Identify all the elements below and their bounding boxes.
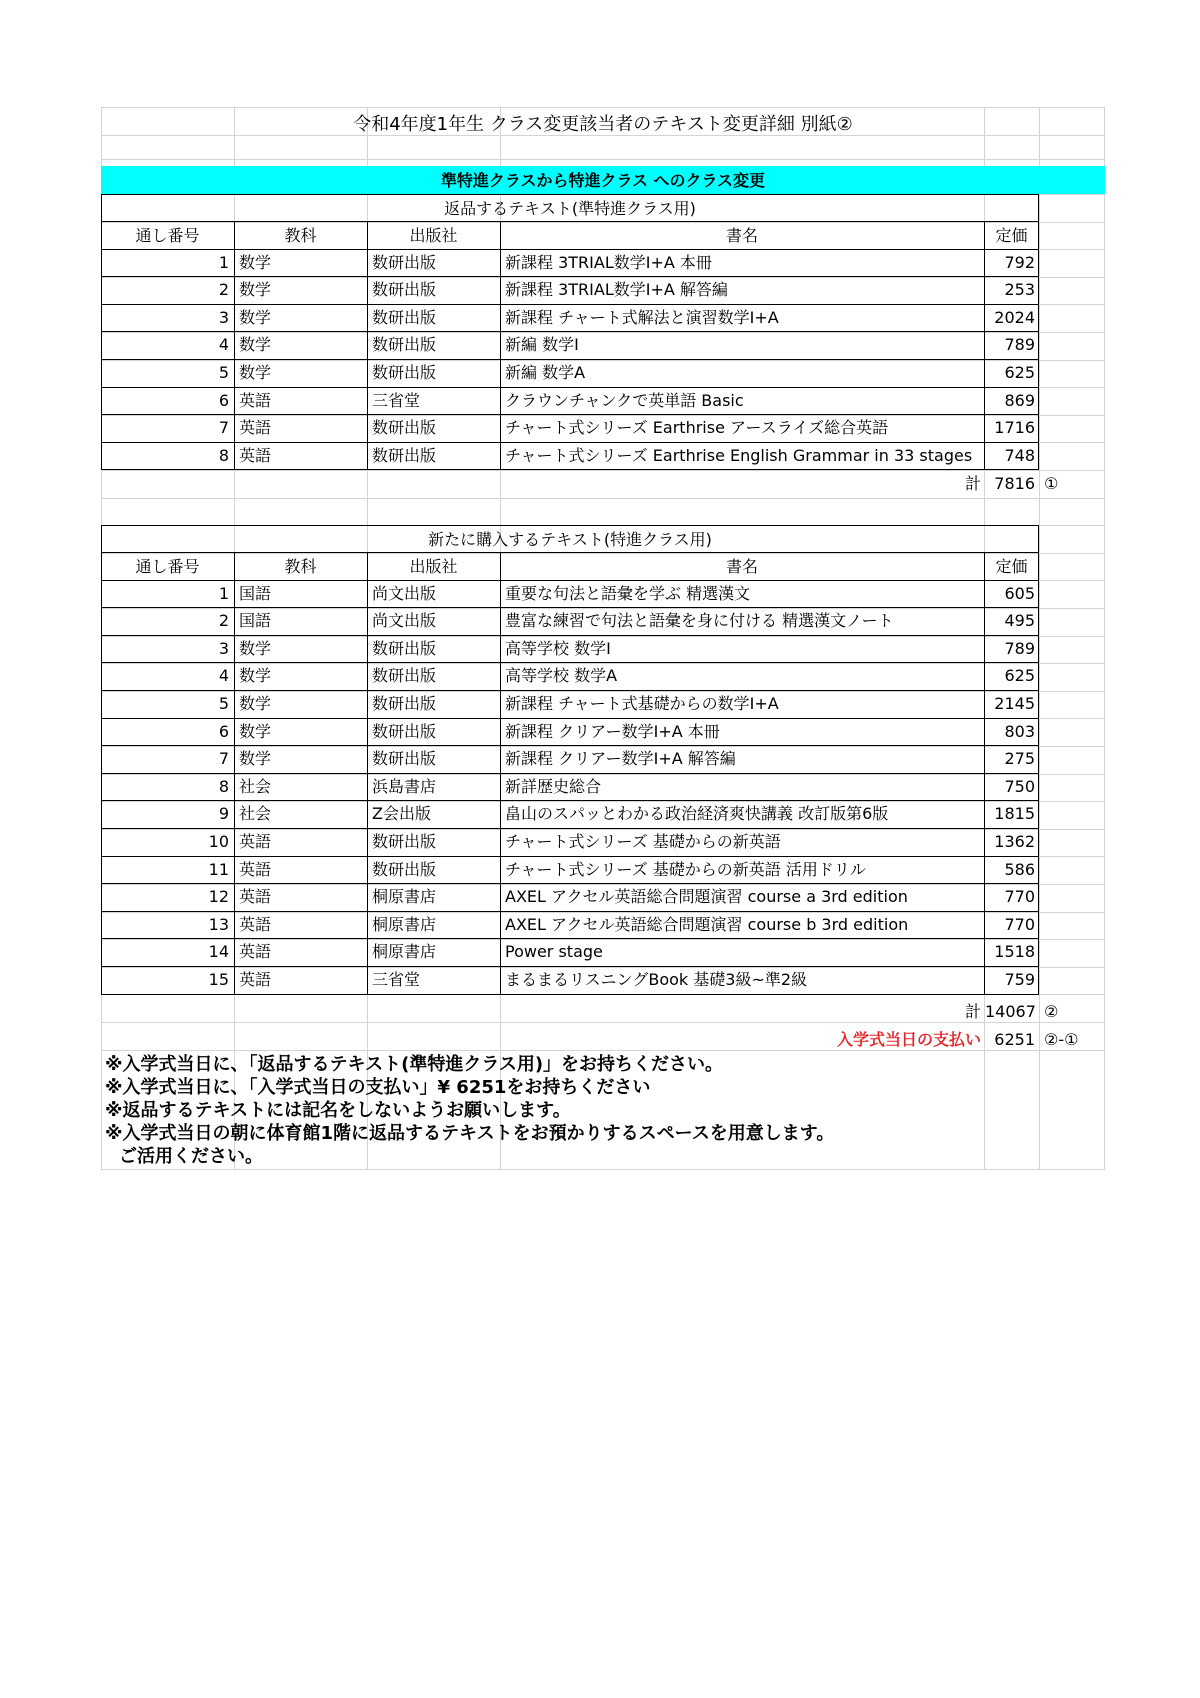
new-border bbox=[101, 635, 1039, 636]
returned-border bbox=[101, 387, 1039, 388]
note-4: ※入学式当日の朝に体育館1階に返品するテキストをお預かりするスペースを用意します。 bbox=[105, 1123, 835, 1144]
returned-col-header: 教科 bbox=[284, 226, 317, 245]
returned-border bbox=[101, 221, 1039, 222]
cell-publisher: 三省堂 bbox=[372, 970, 421, 989]
cell-price: 625 bbox=[1004, 666, 1035, 685]
cell-no: 8 bbox=[218, 446, 229, 465]
cell-publisher: 数研出版 bbox=[372, 666, 437, 685]
grid-col-line bbox=[1104, 107, 1105, 1170]
cell-no: 5 bbox=[218, 694, 229, 713]
cell-title: 新課程 クリアー数学Ⅰ+A 解答編 bbox=[505, 749, 736, 768]
returned-border bbox=[101, 331, 1039, 332]
cell-subject: 英語 bbox=[239, 446, 272, 465]
cell-title: 高等学校 数学A bbox=[505, 666, 618, 685]
cell-no: 12 bbox=[208, 887, 229, 906]
new-border bbox=[101, 938, 1039, 939]
cell-subject: 英語 bbox=[239, 942, 272, 961]
returned-total-label: 計 bbox=[964, 474, 981, 493]
grid-row-line bbox=[101, 470, 1105, 471]
cell-no: 1 bbox=[218, 584, 229, 603]
grid-row-line bbox=[101, 691, 1105, 692]
cell-subject: 国語 bbox=[239, 584, 272, 603]
returned-total-mark: ① bbox=[1044, 474, 1059, 493]
cell-publisher: 桐原書店 bbox=[372, 942, 437, 961]
cell-publisher: Z会出版 bbox=[372, 804, 431, 823]
grid-row-line bbox=[101, 967, 1105, 968]
cell-price: 750 bbox=[1004, 777, 1035, 796]
cell-publisher: 尚文出版 bbox=[372, 611, 437, 630]
cell-no: 5 bbox=[218, 363, 229, 382]
payment-amount: 6251 bbox=[994, 1030, 1035, 1049]
cell-subject: 数学 bbox=[239, 749, 272, 768]
grid-row-line bbox=[101, 360, 1105, 361]
cell-title: Power stage bbox=[505, 942, 603, 961]
cell-subject: 数学 bbox=[239, 666, 272, 685]
cell-price: 605 bbox=[1004, 584, 1035, 603]
cell-subject: 数学 bbox=[239, 308, 272, 327]
new-border bbox=[101, 690, 1039, 691]
cell-no: 9 bbox=[218, 804, 229, 823]
new-border bbox=[500, 552, 501, 994]
returned-border bbox=[101, 304, 1039, 305]
returned-border bbox=[101, 276, 1039, 277]
note-1: ※入学式当日に、「返品するテキスト(準特進クラス用)」をお持ちください。 bbox=[105, 1054, 724, 1075]
cell-price: 586 bbox=[1004, 860, 1035, 879]
returned-border bbox=[101, 469, 1039, 470]
grid-row-line bbox=[101, 415, 1105, 416]
cell-title: チャート式シリーズ Earthrise アースライズ総合英語 bbox=[505, 418, 889, 437]
returned-border bbox=[367, 221, 368, 469]
cell-title: 新編 数学A bbox=[505, 363, 586, 382]
grid-row-line bbox=[101, 884, 1105, 885]
new-border bbox=[101, 607, 1039, 608]
cell-publisher: 数研出版 bbox=[372, 280, 437, 299]
note-2: ※入学式当日に、「入学式当日の支払い」¥ 6251をお持ちください bbox=[105, 1077, 651, 1098]
new-col-header: 書名 bbox=[725, 557, 758, 576]
new-total-mark: ② bbox=[1044, 1002, 1059, 1021]
new-col-header: 通し番号 bbox=[135, 557, 200, 576]
cell-price: 1518 bbox=[994, 942, 1035, 961]
cell-subject: 数学 bbox=[239, 722, 272, 741]
cell-title: 新編 数学Ⅰ bbox=[505, 335, 579, 354]
grid-row-line bbox=[101, 801, 1105, 802]
cell-title: まるまるリスニングBook 基礎3級~準2級 bbox=[505, 970, 808, 989]
grid-row-line bbox=[101, 1022, 1105, 1023]
cell-title: 新課程 3TRIAL数学Ⅰ+A 本冊 bbox=[505, 253, 712, 272]
cell-no: 11 bbox=[208, 860, 229, 879]
cell-no: 8 bbox=[218, 777, 229, 796]
cell-publisher: 数研出版 bbox=[372, 418, 437, 437]
cell-subject: 社会 bbox=[239, 777, 272, 796]
cell-title: 重要な句法と語彙を学ぶ 精選漢文 bbox=[505, 584, 751, 603]
note-5: ご活用ください。 bbox=[119, 1146, 263, 1167]
returned-heading: 返品するテキスト(準特進クラス用) bbox=[444, 199, 696, 218]
payment-formula: ②-① bbox=[1044, 1030, 1079, 1049]
cell-publisher: 数研出版 bbox=[372, 749, 437, 768]
cell-no: 2 bbox=[218, 280, 229, 299]
cell-price: 869 bbox=[1004, 391, 1035, 410]
cell-subject: 英語 bbox=[239, 970, 272, 989]
cell-publisher: 数研出版 bbox=[372, 253, 437, 272]
cell-price: 495 bbox=[1004, 611, 1035, 630]
grid-row-line bbox=[101, 774, 1105, 775]
cell-title: 新課程 チャート式基礎からの数学Ⅰ+A bbox=[505, 694, 779, 713]
grid-row-line bbox=[101, 608, 1105, 609]
cell-no: 14 bbox=[208, 942, 229, 961]
returned-total: 7816 bbox=[994, 474, 1035, 493]
cell-no: 2 bbox=[218, 611, 229, 630]
cell-publisher: 尚文出版 bbox=[372, 584, 437, 603]
cell-subject: 数学 bbox=[239, 694, 272, 713]
returned-border bbox=[101, 249, 1039, 250]
grid-row-line bbox=[101, 553, 1105, 554]
new-border bbox=[101, 966, 1039, 967]
new-border bbox=[101, 745, 1039, 746]
new-col-header: 定価 bbox=[995, 557, 1028, 576]
grid-row-line bbox=[101, 135, 1105, 136]
cell-publisher: 数研出版 bbox=[372, 860, 437, 879]
new-border bbox=[101, 525, 1039, 526]
grid-row-line bbox=[101, 829, 1105, 830]
cell-no: 6 bbox=[218, 391, 229, 410]
grid-row-line bbox=[101, 222, 1105, 223]
grid-row-line bbox=[101, 498, 1105, 499]
cell-no: 1 bbox=[218, 253, 229, 272]
new-border bbox=[234, 552, 235, 994]
cell-subject: 数学 bbox=[239, 335, 272, 354]
cell-price: 275 bbox=[1004, 749, 1035, 768]
grid-row-line bbox=[101, 107, 1105, 108]
spreadsheet-page bbox=[101, 107, 1105, 1170]
new-border bbox=[101, 580, 1039, 581]
new-heading: 新たに購入するテキスト(特進クラス用) bbox=[428, 530, 712, 549]
returned-col-header: 通し番号 bbox=[135, 226, 200, 245]
new-border bbox=[101, 828, 1039, 829]
grid-row-line bbox=[101, 1169, 1105, 1170]
cell-title: AXEL アクセル英語総合問題演習 course a 3rd edition bbox=[505, 887, 908, 906]
new-border bbox=[101, 800, 1039, 801]
cell-price: 792 bbox=[1004, 253, 1035, 272]
cell-title: AXEL アクセル英語総合問題演習 course b 3rd edition bbox=[505, 915, 909, 934]
cell-publisher: 数研出版 bbox=[372, 335, 437, 354]
cell-publisher: 数研出版 bbox=[372, 446, 437, 465]
cell-publisher: 数研出版 bbox=[372, 694, 437, 713]
cell-subject: 数学 bbox=[239, 253, 272, 272]
page-title: 令和4年度1年生 クラス変更該当者のテキスト変更詳細 別紙② bbox=[353, 114, 853, 135]
cell-publisher: 桐原書店 bbox=[372, 915, 437, 934]
payment-label: 入学式当日の支払い bbox=[836, 1030, 981, 1049]
grid-row-line bbox=[101, 663, 1105, 664]
new-total: 14067 bbox=[985, 1002, 1036, 1021]
new-total-label: 計 bbox=[964, 1002, 981, 1021]
cell-subject: 英語 bbox=[239, 832, 272, 851]
cell-no: 15 bbox=[208, 970, 229, 989]
cell-publisher: 数研出版 bbox=[372, 308, 437, 327]
cell-publisher: 数研出版 bbox=[372, 363, 437, 382]
new-border bbox=[101, 883, 1039, 884]
cell-price: 759 bbox=[1004, 970, 1035, 989]
returned-col-header: 出版社 bbox=[409, 226, 458, 245]
grid-row-line bbox=[101, 332, 1105, 333]
new-border bbox=[101, 662, 1039, 663]
new-border bbox=[101, 718, 1039, 719]
new-border bbox=[101, 856, 1039, 857]
cell-title: クラウンチャンクで英単語 Basic bbox=[505, 391, 744, 410]
cell-publisher: 浜島書店 bbox=[372, 777, 437, 796]
cell-price: 803 bbox=[1004, 722, 1035, 741]
cell-subject: 数学 bbox=[239, 280, 272, 299]
returned-col-header: 書名 bbox=[725, 226, 758, 245]
cell-subject: 英語 bbox=[239, 860, 272, 879]
grid-row-line bbox=[101, 912, 1105, 913]
cell-no: 3 bbox=[218, 639, 229, 658]
cell-title: チャート式シリーズ Earthrise English Grammar in 33 stages bbox=[505, 446, 973, 465]
cell-subject: 英語 bbox=[239, 887, 272, 906]
cell-price: 748 bbox=[1004, 446, 1035, 465]
cell-title: 新詳歴史総合 bbox=[505, 777, 602, 796]
cell-title: 新課程 チャート式解法と演習数学Ⅰ+A bbox=[505, 308, 779, 327]
cell-price: 770 bbox=[1004, 887, 1035, 906]
cell-title: 豊富な練習で句法と語彙を身に付ける 精選漢文ノート bbox=[505, 611, 894, 630]
returned-border bbox=[101, 359, 1039, 360]
cell-subject: 英語 bbox=[239, 915, 272, 934]
cell-title: 新課程 クリアー数学Ⅰ+A 本冊 bbox=[505, 722, 720, 741]
cell-no: 3 bbox=[218, 308, 229, 327]
new-border bbox=[101, 552, 1039, 553]
cell-no: 6 bbox=[218, 722, 229, 741]
cell-publisher: 数研出版 bbox=[372, 639, 437, 658]
returned-border bbox=[101, 442, 1039, 443]
returned-border bbox=[101, 414, 1039, 415]
cell-price: 1362 bbox=[994, 832, 1035, 851]
new-border bbox=[101, 911, 1039, 912]
cell-no: 10 bbox=[208, 832, 229, 851]
cell-price: 2145 bbox=[994, 694, 1035, 713]
returned-border bbox=[234, 221, 235, 469]
cell-price: 2024 bbox=[994, 308, 1035, 327]
cell-price: 770 bbox=[1004, 915, 1035, 934]
cell-subject: 数学 bbox=[239, 363, 272, 382]
grid-col-line bbox=[1039, 107, 1040, 1170]
cell-subject: 数学 bbox=[239, 639, 272, 658]
cell-no: 7 bbox=[218, 749, 229, 768]
returned-border bbox=[101, 194, 1039, 195]
cell-price: 789 bbox=[1004, 335, 1035, 354]
cell-publisher: 数研出版 bbox=[372, 832, 437, 851]
new-col-header: 教科 bbox=[284, 557, 317, 576]
new-border bbox=[101, 773, 1039, 774]
returned-col-header: 定価 bbox=[995, 226, 1028, 245]
cell-no: 7 bbox=[218, 418, 229, 437]
cell-subject: 社会 bbox=[239, 804, 272, 823]
cell-title: 新課程 3TRIAL数学Ⅰ+A 解答編 bbox=[505, 280, 728, 299]
new-border bbox=[1038, 525, 1039, 994]
grid-row-line bbox=[101, 1050, 1105, 1051]
cell-price: 253 bbox=[1004, 280, 1035, 299]
grid-row-line bbox=[101, 159, 1105, 160]
cell-publisher: 三省堂 bbox=[372, 391, 421, 410]
cell-price: 625 bbox=[1004, 363, 1035, 382]
cell-no: 13 bbox=[208, 915, 229, 934]
grid-row-line bbox=[101, 939, 1105, 940]
cell-subject: 英語 bbox=[239, 391, 272, 410]
cell-publisher: 桐原書店 bbox=[372, 887, 437, 906]
new-col-header: 出版社 bbox=[409, 557, 458, 576]
cell-no: 4 bbox=[218, 666, 229, 685]
grid-row-line bbox=[101, 277, 1105, 278]
cell-subject: 英語 bbox=[239, 418, 272, 437]
note-3: ※返品するテキストには記名をしないようお願いします。 bbox=[105, 1100, 571, 1121]
grid-row-line bbox=[101, 746, 1105, 747]
cell-publisher: 数研出版 bbox=[372, 722, 437, 741]
cell-title: チャート式シリーズ 基礎からの新英語 bbox=[505, 832, 781, 851]
cell-price: 1815 bbox=[994, 804, 1035, 823]
cell-title: チャート式シリーズ 基礎からの新英語 活用ドリル bbox=[505, 860, 866, 879]
cell-title: 畠山のスパッとわかる政治経済爽快講義 改訂版第6版 bbox=[505, 804, 889, 823]
new-border bbox=[367, 552, 368, 994]
cell-title: 高等学校 数学Ⅰ bbox=[505, 639, 611, 658]
cell-subject: 国語 bbox=[239, 611, 272, 630]
cell-no: 4 bbox=[218, 335, 229, 354]
cell-price: 1716 bbox=[994, 418, 1035, 437]
new-border bbox=[101, 994, 1039, 995]
returned-border bbox=[500, 221, 501, 469]
band-title: 準特進クラスから特進クラス へのクラス変更 bbox=[440, 171, 766, 190]
cell-price: 789 bbox=[1004, 639, 1035, 658]
grid-row-line bbox=[101, 636, 1105, 637]
